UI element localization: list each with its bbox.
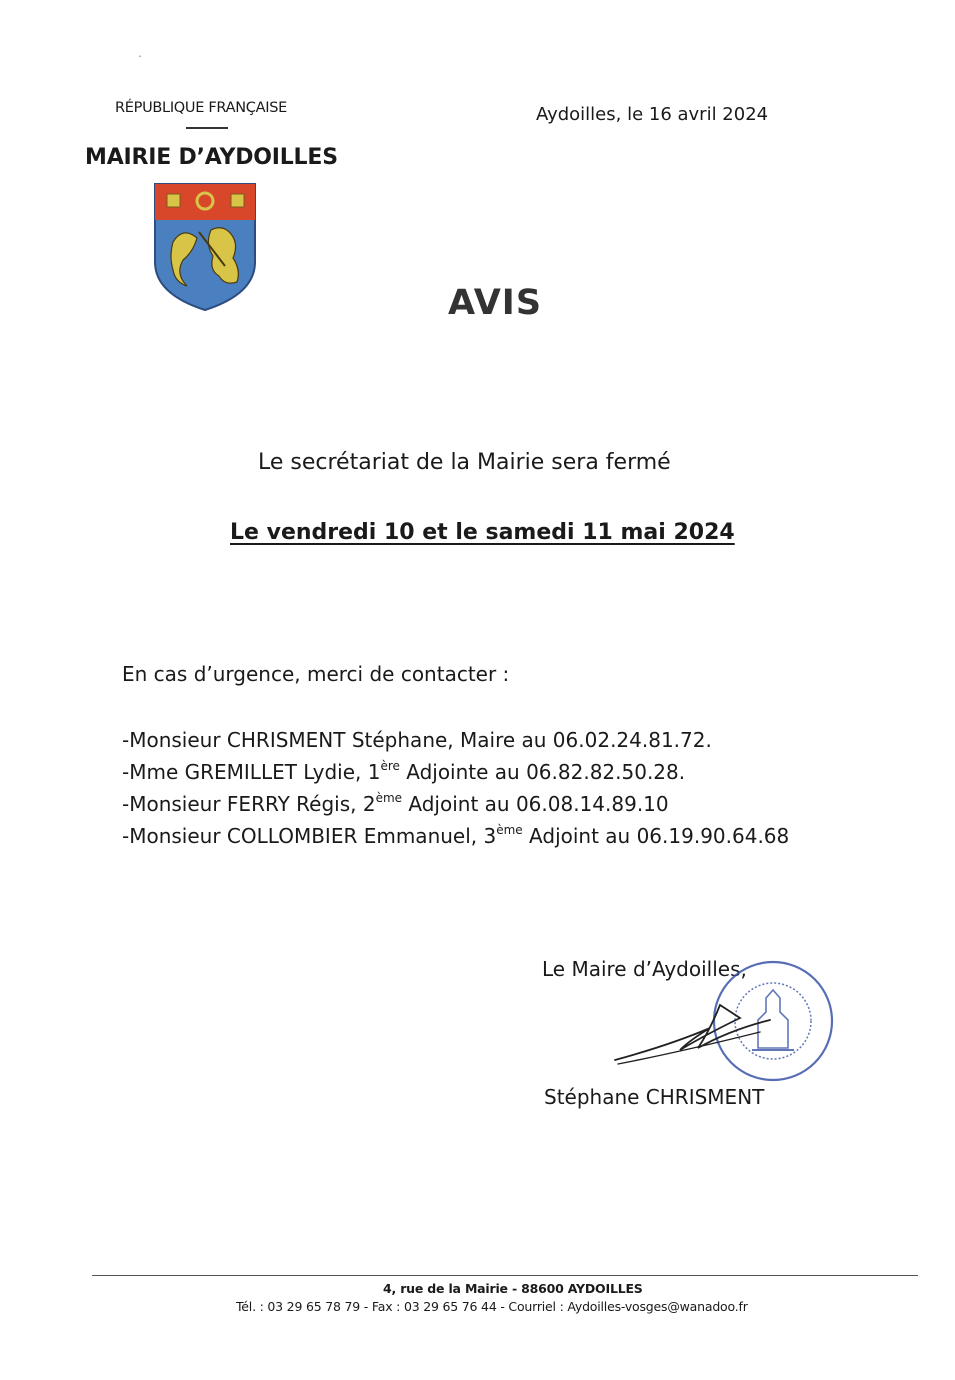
letter-date: Aydoilles, le 16 avril 2024 <box>536 104 769 125</box>
footer-divider <box>92 1275 918 1276</box>
closure-dates: Le vendredi 10 et le samedi 11 mai 2024 <box>230 520 735 545</box>
mairie-title: MAIRIE D’AYDOILLES <box>85 145 338 170</box>
signatory-name: Stéphane CHRISMENT <box>544 1085 765 1109</box>
handwritten-signature-icon <box>610 990 780 1070</box>
coat-of-arms-icon <box>153 182 257 312</box>
republique-label: RÉPUBLIQUE FRANÇAISE <box>115 100 287 116</box>
contact-line-second-deputy: -Monsieur FERRY Régis, 2ème Adjoint au 06.08.14.89.10 <box>122 791 669 816</box>
contact-line-third-deputy: -Monsieur COLLOMBIER Emmanuel, 3ème Adjoint au 06.19.90.64.68 <box>122 823 790 848</box>
footer-contact-details: Tél. : 03 29 65 78 79 - Fax : 03 29 65 76 44 - Courriel : Aydoilles-vosges@wanadoo.fr <box>236 1299 748 1314</box>
header-divider <box>186 127 228 129</box>
notice-title: AVIS <box>448 283 543 323</box>
emergency-intro: En cas d’urgence, merci de contacter : <box>122 662 510 686</box>
footer-address: 4, rue de la Mairie - 88600 AYDOILLES <box>383 1281 643 1296</box>
closure-statement: Le secrétariat de la Mairie sera fermé <box>258 450 671 475</box>
contact-line-mayor: -Monsieur CHRISMENT Stéphane, Maire au 06.02.24.81.72. <box>122 728 712 752</box>
contact-line-first-deputy: -Mme GREMILLET Lydie, 1ère Adjointe au 06.82.82.50.28. <box>122 759 686 784</box>
scan-speck: ˆ <box>138 55 142 64</box>
signature-title: Le Maire d’Aydoilles, <box>542 957 747 981</box>
